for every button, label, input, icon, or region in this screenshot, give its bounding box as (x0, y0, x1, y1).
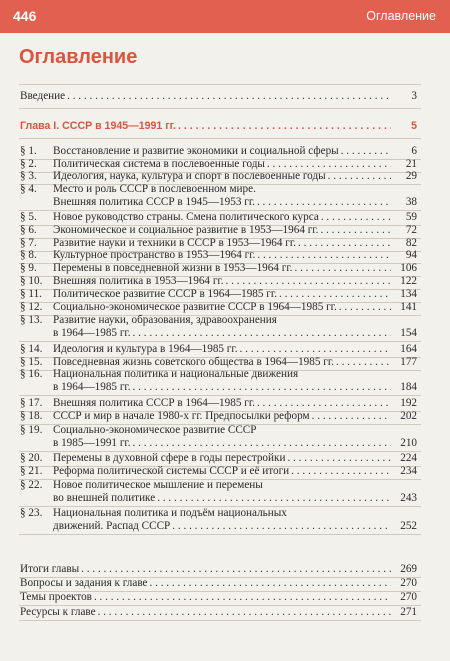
dot-leader (172, 520, 391, 533)
toc-section-12[interactable] (20, 301, 417, 314)
toc-extra-1[interactable] (20, 563, 417, 576)
entry-page: 29 (405, 170, 417, 182)
toc-section-10[interactable] (20, 275, 417, 288)
dot-leader (157, 492, 391, 505)
section-number: § 22. (20, 479, 43, 491)
entry-page: 122 (400, 275, 417, 287)
entry-page: 270 (400, 591, 417, 603)
dot-leader (267, 158, 391, 171)
section-number: § 8. (20, 249, 37, 261)
entry-page: 164 (400, 343, 417, 355)
dot-leader (298, 237, 391, 250)
entry-title-line: Национальная политика и национальные движения (53, 368, 299, 380)
entry-title-line: Социально-экономическое развитие СССР (53, 424, 257, 436)
entry-title-line: Место и роль СССР в послевоенном мире. (53, 183, 256, 195)
section-number: § 3. (20, 170, 37, 182)
dot-leader (257, 196, 391, 209)
entry-title-line: Новое политическое мышление и перемены (53, 479, 263, 491)
entry-title: Глава I. СССР в 1945—1991 гг. (20, 120, 176, 132)
toc-section-20[interactable] (20, 452, 417, 465)
entry-title: Повседневная жизнь советского общества в 1964—1985 гг. (53, 356, 334, 368)
section-number: § 17. (20, 397, 43, 409)
toc-section-4[interactable] (20, 183, 417, 209)
entry-page: 270 (400, 577, 417, 589)
entry-title: Ресурсы к главе (20, 606, 96, 618)
entry-page: 177 (400, 356, 417, 368)
dot-leader (94, 591, 391, 604)
toc-extra-2[interactable] (20, 577, 417, 590)
section-number: § 14. (20, 343, 43, 355)
entry-page: 192 (400, 397, 417, 409)
divider (19, 108, 421, 109)
section-number: § 9. (20, 262, 37, 274)
entry-title: Вопросы и задания к главе (20, 577, 148, 589)
entry-page: 234 (400, 465, 417, 477)
dot-leader (341, 145, 391, 158)
section-number: § 4. (20, 183, 37, 195)
entry-page: 72 (405, 224, 417, 236)
entry-page: 106 (400, 262, 417, 274)
dot-leader (150, 577, 391, 590)
entry-page: 94 (405, 249, 417, 261)
section-number: § 13. (20, 314, 43, 326)
entry-title: в 1964—1985 гг. (53, 327, 131, 339)
entry-title: Реформа политической системы СССР и её итоги (53, 465, 290, 477)
section-number: § 11. (20, 288, 42, 300)
divider (19, 84, 421, 85)
toc-section-13[interactable] (20, 314, 417, 340)
divider (19, 620, 421, 621)
dot-leader (287, 452, 391, 465)
divider (19, 395, 421, 396)
dot-leader (257, 397, 391, 410)
entry-title: Политическая система в послевоенные годы (53, 157, 265, 170)
toc-entry-intro[interactable] (20, 90, 417, 103)
section-number: § 15. (20, 356, 43, 368)
toc-section-9[interactable] (20, 262, 417, 275)
entry-page: 38 (405, 196, 417, 208)
entry-title: Темы проектов (20, 591, 92, 603)
dot-leader (133, 437, 391, 450)
section-number: § 19. (20, 424, 43, 436)
entry-page: 269 (400, 563, 417, 575)
section-number: § 20. (20, 452, 43, 464)
divider (19, 341, 421, 342)
dot-leader (320, 224, 391, 237)
header-bar (0, 0, 450, 33)
dot-leader (98, 606, 391, 619)
dot-leader (81, 563, 391, 576)
entry-title: Итоги главы (20, 563, 80, 575)
toc-section-18[interactable] (20, 410, 417, 423)
dot-leader (339, 301, 391, 314)
entry-title: СССР и мир в начале 1980-х гг. Предпосылки реформ (53, 410, 310, 422)
entry-page: 21 (405, 157, 417, 170)
entry-title-line: Развитие науки, образования, здравоохранения (53, 314, 277, 326)
entry-title: Внешняя политика СССР в 1945—1953 гг. (53, 196, 255, 208)
entry-title: Перемены в повседневной жизни в 1953—1964 гг. (53, 262, 293, 274)
toc-section-6[interactable] (20, 224, 417, 237)
entry-title: движений. Распад СССР (53, 520, 171, 532)
entry-title: Внешняя политика СССР в 1964—1985 гг. (53, 397, 255, 409)
dot-leader (240, 343, 391, 356)
dot-leader (257, 249, 391, 262)
entry-page: 154 (400, 327, 417, 339)
entry-page: 184 (400, 381, 417, 393)
entry-page: 224 (400, 452, 417, 464)
dot-leader (291, 465, 391, 478)
divider (19, 138, 421, 139)
toc-section-11[interactable] (20, 288, 417, 301)
toc-section-21[interactable] (20, 465, 417, 478)
section-number: § 1. (20, 145, 37, 157)
section-number: § 10. (20, 275, 43, 287)
entry-title-line: Национальная политика и подъём национальных (53, 507, 287, 519)
dot-leader (133, 381, 391, 394)
entry-page: 243 (400, 492, 417, 504)
toc-section-19[interactable] (20, 424, 417, 450)
page-number: 446 (13, 8, 37, 24)
dot-leader (312, 410, 391, 423)
dot-leader (67, 90, 391, 103)
dot-leader (321, 211, 391, 224)
toc-extra-4[interactable] (20, 606, 417, 619)
entry-page: 271 (400, 606, 417, 618)
entry-title: Культурное пространство в 1953—1964 гг. (53, 249, 256, 261)
entry-title: Идеология и культура в 1964—1985 гг. (53, 343, 238, 355)
entry-page: 141 (400, 301, 417, 313)
section-number: § 5. (20, 211, 37, 223)
dot-leader (226, 275, 391, 288)
section-number: § 6. (20, 224, 37, 236)
entry-title: Введение (20, 90, 66, 102)
entry-title: Политическое развитие СССР в 1964—1985 гг. (53, 288, 277, 300)
dot-leader (294, 262, 391, 275)
divider (19, 534, 421, 535)
toc-section-14[interactable] (20, 343, 417, 356)
dot-leader (328, 170, 391, 183)
section-number: § 18. (20, 410, 43, 422)
toc-section-3[interactable] (20, 170, 417, 183)
section-number: § 23. (20, 507, 43, 519)
entry-title: Новое руководство страны. Смена политического курса (53, 211, 319, 223)
entry-title: Экономическое и социальное развитие в 1953—1964 гг. (53, 224, 319, 236)
running-title: Оглавление (366, 9, 436, 23)
page-title: Оглавление (19, 46, 138, 68)
entry-page: 202 (400, 410, 417, 422)
entry-page: 3 (411, 90, 417, 102)
entry-title: во внешней политике (53, 492, 156, 504)
dot-leader (133, 327, 391, 340)
entry-title: в 1964—1985 гг. (53, 381, 131, 393)
entry-title: Развитие науки и техники в СССР в 1953—1964 гг. (53, 236, 296, 249)
toc-section-5[interactable] (20, 211, 417, 224)
entry-page: 82 (405, 236, 417, 249)
entry-title: в 1985—1991 гг. (53, 437, 131, 449)
dot-leader (279, 288, 391, 301)
entry-page: 5 (411, 120, 417, 132)
entry-page: 134 (400, 288, 417, 300)
section-number: § 7. (20, 236, 37, 249)
toc-entry-chapter[interactable] (20, 120, 417, 133)
entry-page: 59 (405, 211, 417, 223)
toc-section-23[interactable] (20, 507, 417, 533)
section-number: § 2. (20, 157, 37, 170)
entry-page: 252 (400, 520, 417, 532)
toc-section-22[interactable] (20, 479, 417, 505)
entry-title: Восстановление и развитие экономики и социальной сферы (53, 145, 339, 157)
toc-section-1[interactable] (20, 145, 417, 158)
section-number: § 16. (20, 368, 43, 380)
entry-title: Перемены в духовной сфере в годы перестройки (53, 452, 286, 464)
entry-title: Внешняя политика в 1953—1964 гг. (53, 275, 224, 287)
toc-section-7[interactable] (20, 237, 417, 250)
entry-title: Социально-экономическое развитие СССР в 1964—1985 гг. (53, 301, 337, 313)
toc-section-8[interactable] (20, 249, 417, 262)
toc-section-17[interactable] (20, 397, 417, 410)
section-number: § 12. (20, 301, 43, 313)
toc-extra-3[interactable] (20, 591, 417, 604)
entry-page: 210 (400, 437, 417, 449)
toc-section-16[interactable] (20, 368, 417, 394)
toc-section-2[interactable] (20, 158, 417, 171)
entry-title: Идеология, наука, культура и спорт в послевоенные годы (53, 170, 326, 182)
entry-page: 6 (411, 145, 417, 157)
dot-leader (178, 120, 391, 133)
section-number: § 21. (20, 465, 43, 477)
